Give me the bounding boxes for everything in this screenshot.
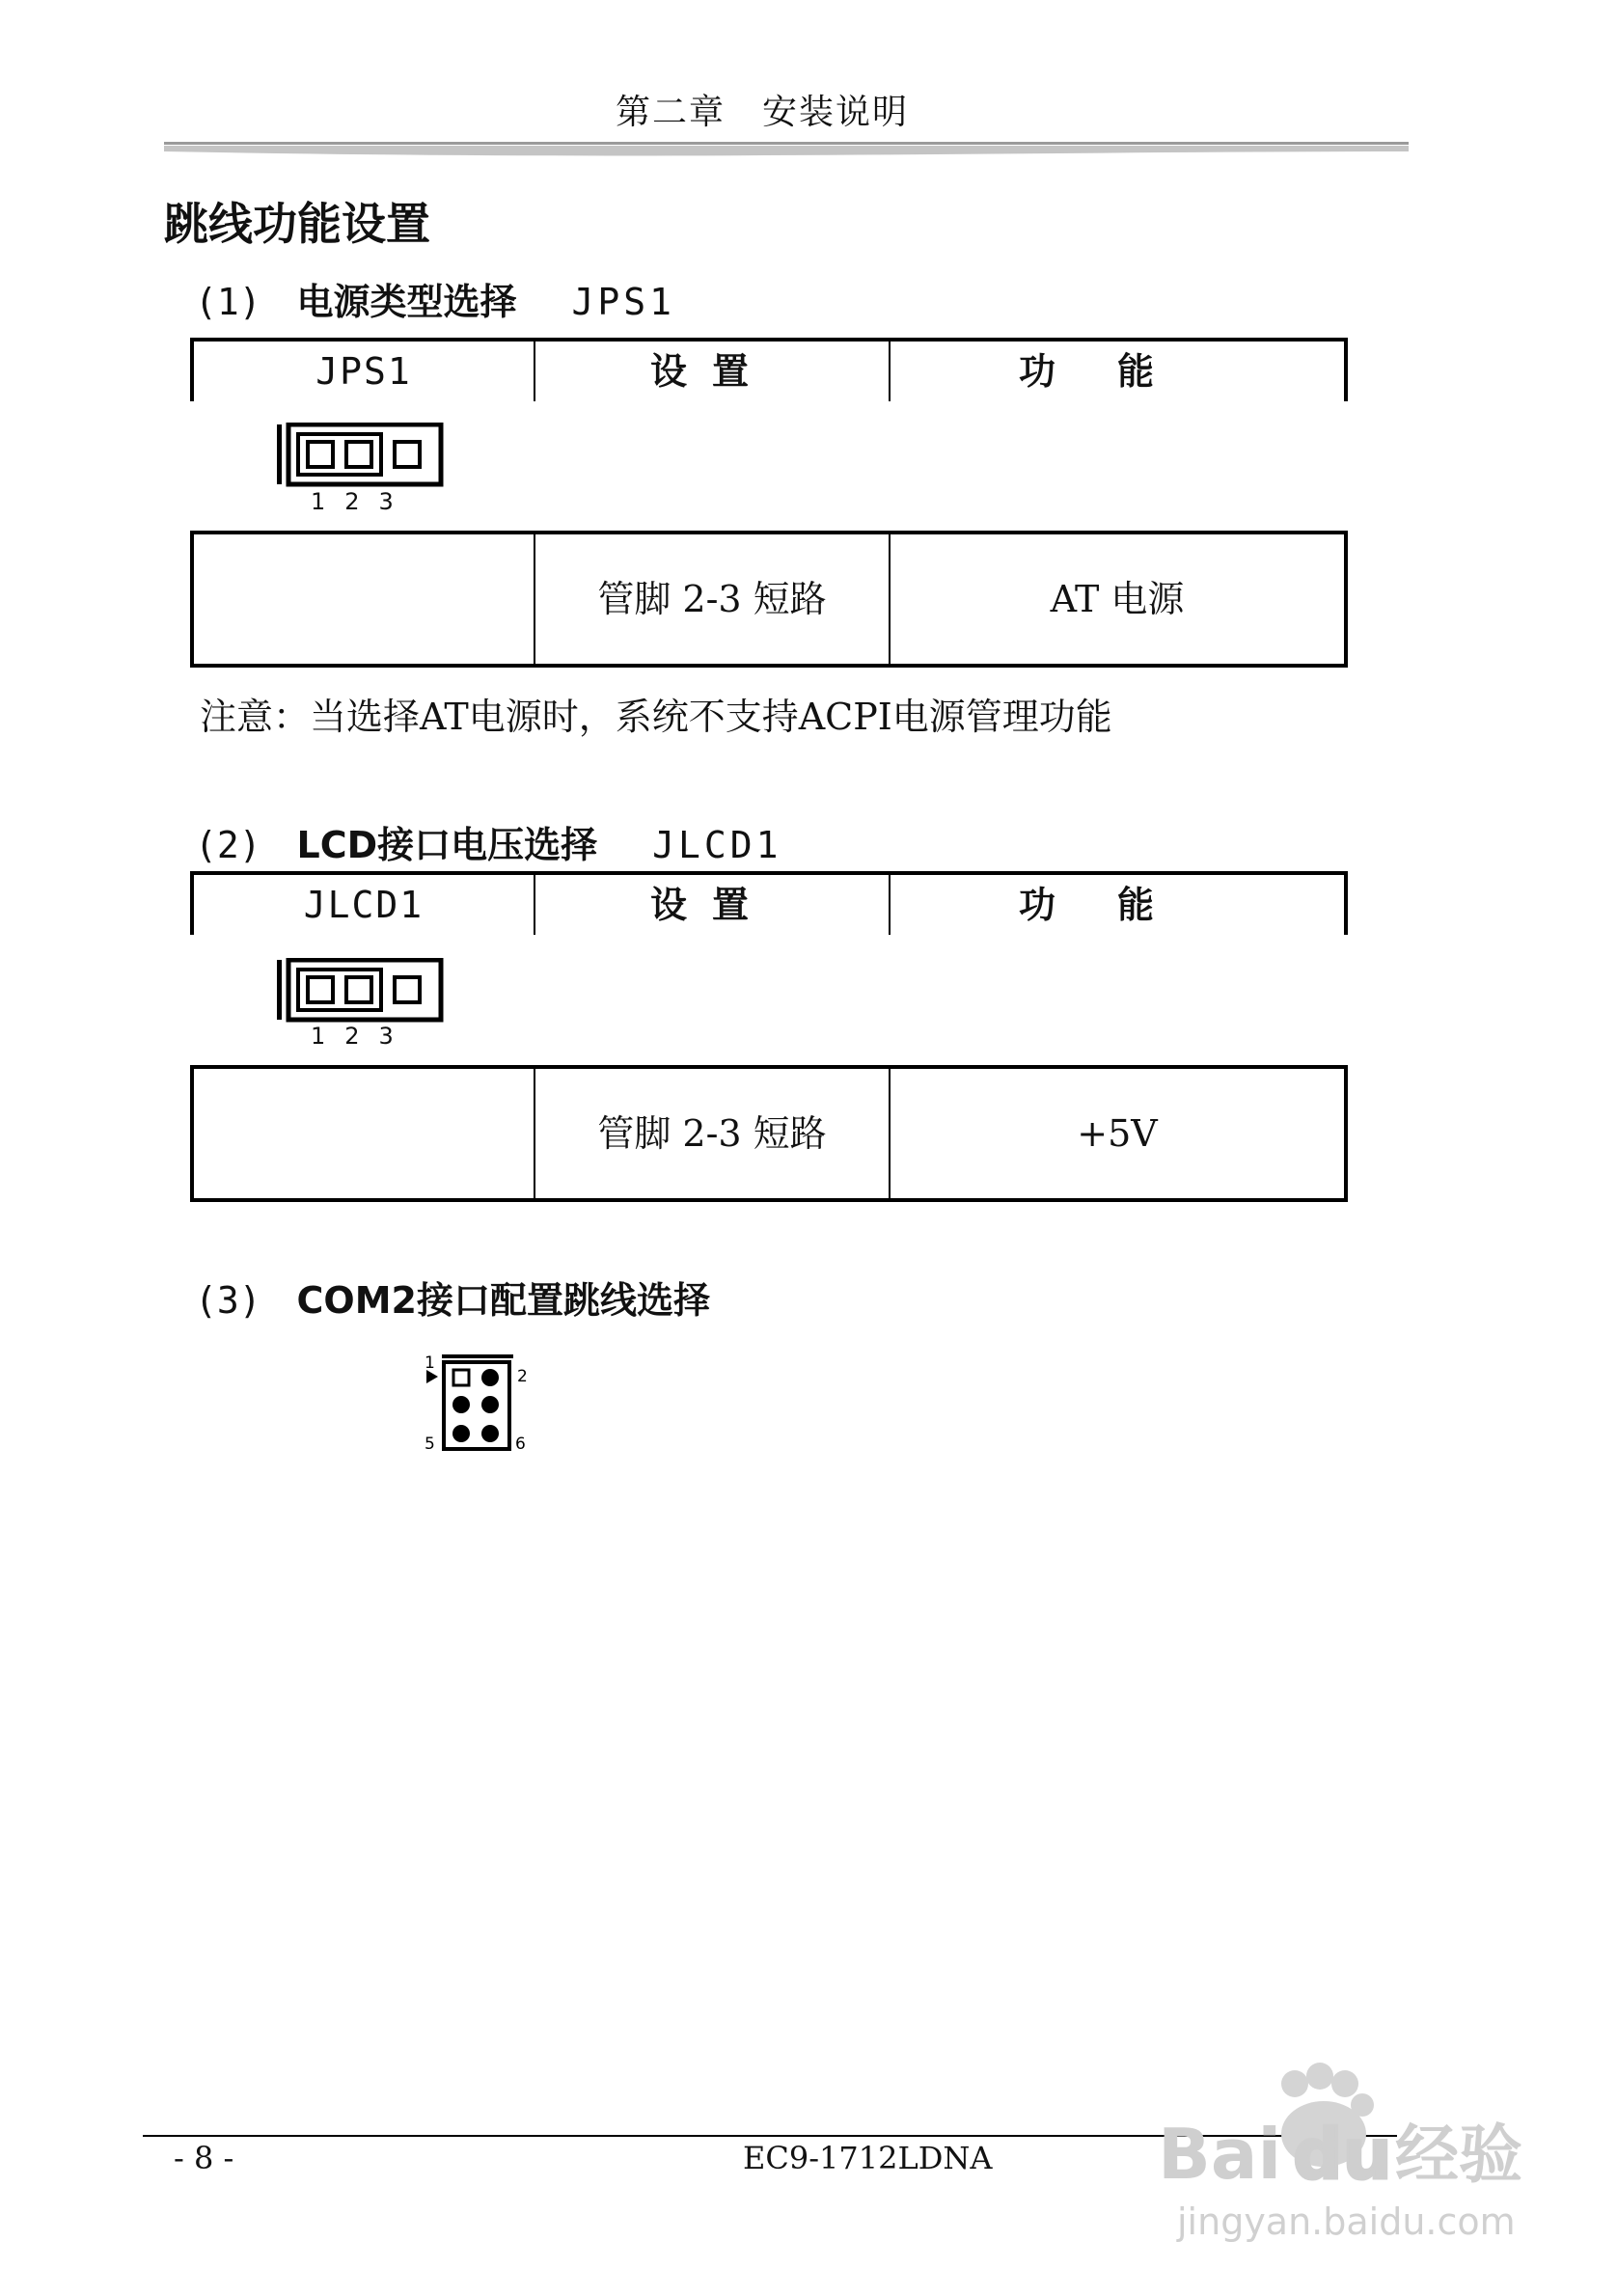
jlcd1-heading [195, 815, 781, 868]
watermark-brand: Bai [1158, 2114, 1282, 2195]
jlcd1-table-row [190, 1065, 1348, 1202]
jps1-heading-code: JPS1 [571, 281, 675, 323]
jlcd1-heading-number: (2) [195, 824, 261, 866]
jlcd1-col-function: 功能 [1018, 884, 1216, 926]
watermark-cn: 经验 [1395, 2118, 1522, 2192]
jlcd1-row-setting: 管脚 2-3 短路 [597, 1112, 827, 1155]
jps1-row-setting: 管脚 2-3 短路 [597, 578, 827, 620]
jlcd1-col-setting: 设置 [649, 884, 774, 926]
com2-pin-label-6: 6 [515, 1435, 526, 1454]
jps1-heading-number: (1) [195, 281, 261, 323]
jps1-heading [195, 272, 675, 325]
model-number: EC9-1712LDNA [743, 2140, 993, 2176]
com2-pin-label-2: 2 [517, 1367, 528, 1386]
com2-heading-number: (3) [195, 1279, 261, 1322]
com2-header-pin-diagram [421, 1343, 536, 1459]
jps1-heading-text: 电源类型选择 [296, 281, 517, 323]
watermark-url: jingyan.baidu.com [1177, 2200, 1516, 2243]
section-title: 跳线功能设置 [164, 198, 430, 250]
jps1-table-header [190, 338, 1348, 401]
jps1-col-function: 功能 [1018, 350, 1216, 393]
page-number: - 8 - [174, 2140, 234, 2176]
jps1-table-row [190, 531, 1348, 668]
baidu-jingyan-watermark [1148, 2055, 1544, 2248]
jlcd1-table-header [190, 871, 1348, 935]
jlcd1-heading-code: JLCD1 [652, 824, 782, 866]
jps1-note: 注意：当选择AT电源时，系统不支持ACPI电源管理功能 [200, 696, 1112, 738]
jlcd1-row-function: +5V [1077, 1112, 1158, 1155]
jlcd1-pin-labels: 123 [311, 1023, 413, 1050]
jps1-pin-labels: 123 [311, 488, 413, 515]
watermark-brand2: du [1293, 2114, 1392, 2195]
com2-heading [195, 1271, 710, 1324]
header-title: 第二章 安装说明 [615, 93, 909, 132]
jps1-col-name: JPS1 [315, 350, 412, 393]
jlcd1-heading-text: LCD接口电压选择 [296, 824, 598, 866]
com2-pin-label-1: 1 [425, 1353, 435, 1373]
jps1-col-setting: 设置 [649, 350, 774, 393]
com2-pin-label-5: 5 [425, 1435, 435, 1454]
jps1-row-empty [194, 534, 534, 664]
header-divider [164, 140, 1409, 161]
com2-heading-text: COM2接口配置跳线选择 [296, 1279, 710, 1322]
jlcd1-row-empty [194, 1069, 534, 1198]
jlcd1-col-name: JLCD1 [303, 884, 425, 926]
jps1-row-function: AT 电源 [1050, 578, 1185, 620]
